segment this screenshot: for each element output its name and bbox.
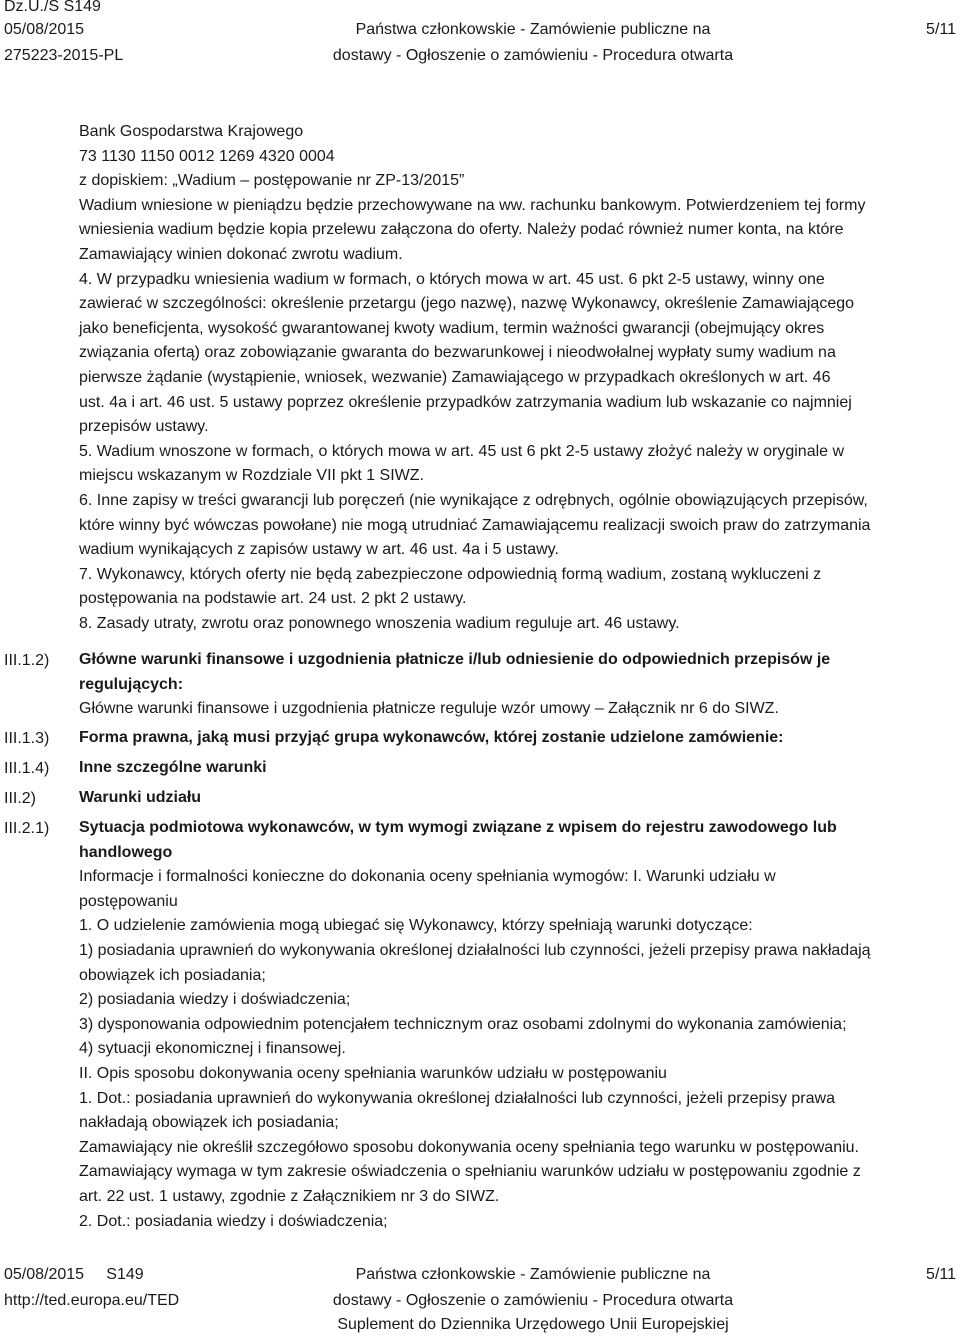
text-line: Główne warunki finansowe i uzgodnienia płatnicze reguluje wzór umowy – Załącznik nr 6 do SIWZ.: [79, 700, 779, 718]
text-line: 73 1130 1150 0012 1269 4320 0004: [79, 147, 335, 165]
text-line: 1) posiadania uprawnień do wykonywania określonej działalności lub czynności, jeżeli przepisy prawa nakładają: [79, 941, 871, 959]
text-line: Zamawiający nie określił szczegółowo sposobu dokonywania oceny spełniania tego warunku w postępowaniu.: [79, 1138, 859, 1156]
text-line: obowiązek ich posiadania;: [79, 966, 266, 984]
text-line: Zamawiający wymaga w tym zakresie oświadczenia o spełnianiu warunków udziału w postępowaniu zgodnie z: [79, 1163, 861, 1181]
footer-page-number: 5/11: [926, 1266, 956, 1283]
text-line: ust. 4a i art. 46 ust. 5 ustawy poprzez określenie przypadków zatrzymania wadium lub wskazanie co najmniej: [79, 393, 852, 411]
section-number-iii-2-1: III.2.1): [4, 820, 50, 837]
text-line: 1. Dot.: posiadania uprawnień do wykonywania określonej działalności lub czynności, jeżeli przepisy prawa: [79, 1089, 835, 1107]
section-heading: Warunki udziału: [79, 789, 202, 806]
text-line: z dopiskiem: „Wadium – postępowanie nr ZP-13/2015”: [79, 172, 465, 190]
section-iii-2-1-block: [79, 816, 954, 1234]
text-line: 2) posiadania wiedzy i doświadczenia;: [79, 991, 351, 1009]
text-line: 5. Wadium wnoszone w formach, o których mowa w art. 45 ust 6 pkt 2-5 ustawy złożyć należy w oryginale w: [79, 442, 845, 460]
text-line: 7. Wykonawcy, których oferty nie będą zabezpieczone odpowiednią formą wadium, zostaną wykluczeni z: [79, 565, 822, 583]
text-line: postępowania na podstawie art. 24 ust. 2 pkt 2 ustawy.: [79, 590, 467, 608]
section-iii-1-3-block: [79, 726, 954, 751]
text-line: wadium wynikających z zapisów ustawy w art. 46 ust. 4a i 5 ustawy.: [79, 541, 559, 559]
text-line: II. Opis sposobu dokonywania oceny spełniania warunków udziału w postępowaniu: [79, 1064, 667, 1082]
section-number-iii-1-4: III.1.4): [4, 760, 50, 777]
section-heading: Inne szczególne warunki: [79, 759, 267, 776]
text-line: art. 22 ust. 1 ustawy, zgodnie z Załącznikiem nr 3 do SIWZ.: [79, 1187, 500, 1205]
text-line: Zamawiający winien dokonać zwrotu wadium.: [79, 245, 403, 263]
header-page-number: 5/11: [926, 21, 956, 38]
footer-supplement: Suplement do Dziennika Urzędowego Unii Europejskiej: [337, 1316, 729, 1333]
text-line: Informacje i formalności konieczne do dokonania oceny spełniania wymogów: I. Warunki udziału w: [79, 868, 776, 886]
text-line: 4) sytuacji ekonomicznej i finansowej.: [79, 1040, 346, 1058]
section-heading: Główne warunki finansowe i uzgodnienia płatnicze i/lub odniesienie do odpowiednich przepisów je: [79, 651, 831, 668]
text-line: nakładają obowiązek ich posiadania;: [79, 1114, 339, 1132]
section-iii-1-4-block: [79, 756, 954, 781]
text-line: związania ofertą) oraz zobowiązanie gwaranta do bezwarunkowej i nieodwołalnej wypłaty sumy wadium na: [79, 344, 836, 362]
section-number-iii-1-2: III.1.2): [4, 652, 50, 669]
text-line: zawierać w szczególności: określenie przetargu (jego nazwę), nazwę Wykonawcy, określenie Zamawiającego: [79, 295, 855, 313]
text-line: 1. O udzielenie zamówienia mogą ubiegać się Wykonawcy, którzy spełniają warunki dotyczące:: [79, 917, 753, 935]
section-number-iii-1-3: III.1.3): [4, 730, 50, 747]
text-line: 8. Zasady utraty, zwrotu oraz ponownego wnoszenia wadium reguluje art. 46 ustawy.: [79, 614, 680, 632]
section-heading: Forma prawna, jaką musi przyjąć grupa wykonawców, której zostanie udzielone zamówienie:: [79, 729, 784, 746]
header-notice-number: 275223-2015-PL: [4, 47, 124, 64]
text-line: 4. W przypadku wniesienia wadium w formach, o których mowa w art. 45 ust. 6 pkt 2-5 ustawy, winny one: [79, 270, 825, 288]
text-line: pierwsze żądanie (wystąpienie, wniosek, wezwanie) Zamawiającego w przypadkach określonych w art. 46: [79, 368, 831, 386]
text-line: 6. Inne zapisy w treści gwarancji lub poręczeń (nie wynikające z odrębnych, ogólnie obowiązujących przepisów,: [79, 491, 868, 509]
section-heading: regulujących:: [79, 675, 184, 693]
text-line: postępowaniu: [79, 892, 178, 910]
text-line: miejscu wskazanym w Rozdziale VII pkt 1 SIWZ.: [79, 467, 424, 485]
footer-title-line1: Państwa członkowskie - Zamówienie publiczne na: [355, 1266, 711, 1283]
footer-title-line2: dostawy - Ogłoszenie o zamówieniu - Procedura otwarta: [332, 1292, 734, 1309]
text-line: jako beneficjenta, wysokość gwarantowanej kwoty wadium, termin ważności gwarancji (obejmujący okres: [79, 319, 825, 337]
text-line: Bank Gospodarstwa Krajowego: [79, 123, 304, 140]
header-date: 05/08/2015: [4, 21, 85, 38]
section-heading: Sytuacja podmiotowa wykonawców, w tym wymogi związane z wpisem do rejestru zawodowego lub: [79, 819, 837, 836]
section-iii-2-block: [79, 786, 954, 811]
section-number-iii-2: III.2): [4, 790, 37, 807]
body-text-block-1: [79, 120, 954, 636]
text-line: przepisów ustawy.: [79, 418, 209, 436]
text-line: wniesienia wadium będzie kopia przelewu załączona do oferty. Należy podać również numer konta, na które: [79, 221, 844, 239]
text-line: które winny być wówczas powołane) nie mogą utrudniać Zamawiającemu realizacji swoich praw do zatrzymania: [79, 516, 871, 534]
footer-date-issue: 05/08/2015 S149: [4, 1266, 144, 1283]
text-line: Wadium wniesione w pieniądzu będzie przechowywane na ww. rachunku bankowym. Potwierdzeniem tej formy: [79, 196, 866, 214]
footer-url[interactable]: http://ted.europa.eu/TED: [4, 1292, 180, 1309]
text-line: 2. Dot.: posiadania wiedzy i doświadczenia;: [79, 1212, 388, 1230]
text-line: 3) dysponowania odpowiednim potencjałem technicznym oraz osobami zdolnymi do wykonania zamówienia;: [79, 1015, 847, 1033]
section-heading: handlowego: [79, 843, 173, 861]
header-title-line2: dostawy - Ogłoszenie o zamówieniu - Procedura otwarta: [332, 47, 734, 64]
header-title-line1: Państwa członkowskie - Zamówienie publiczne na: [355, 21, 711, 38]
doc-ref: Dz.U./S S149: [4, 0, 101, 15]
section-iii-1-2-block: [79, 648, 954, 722]
